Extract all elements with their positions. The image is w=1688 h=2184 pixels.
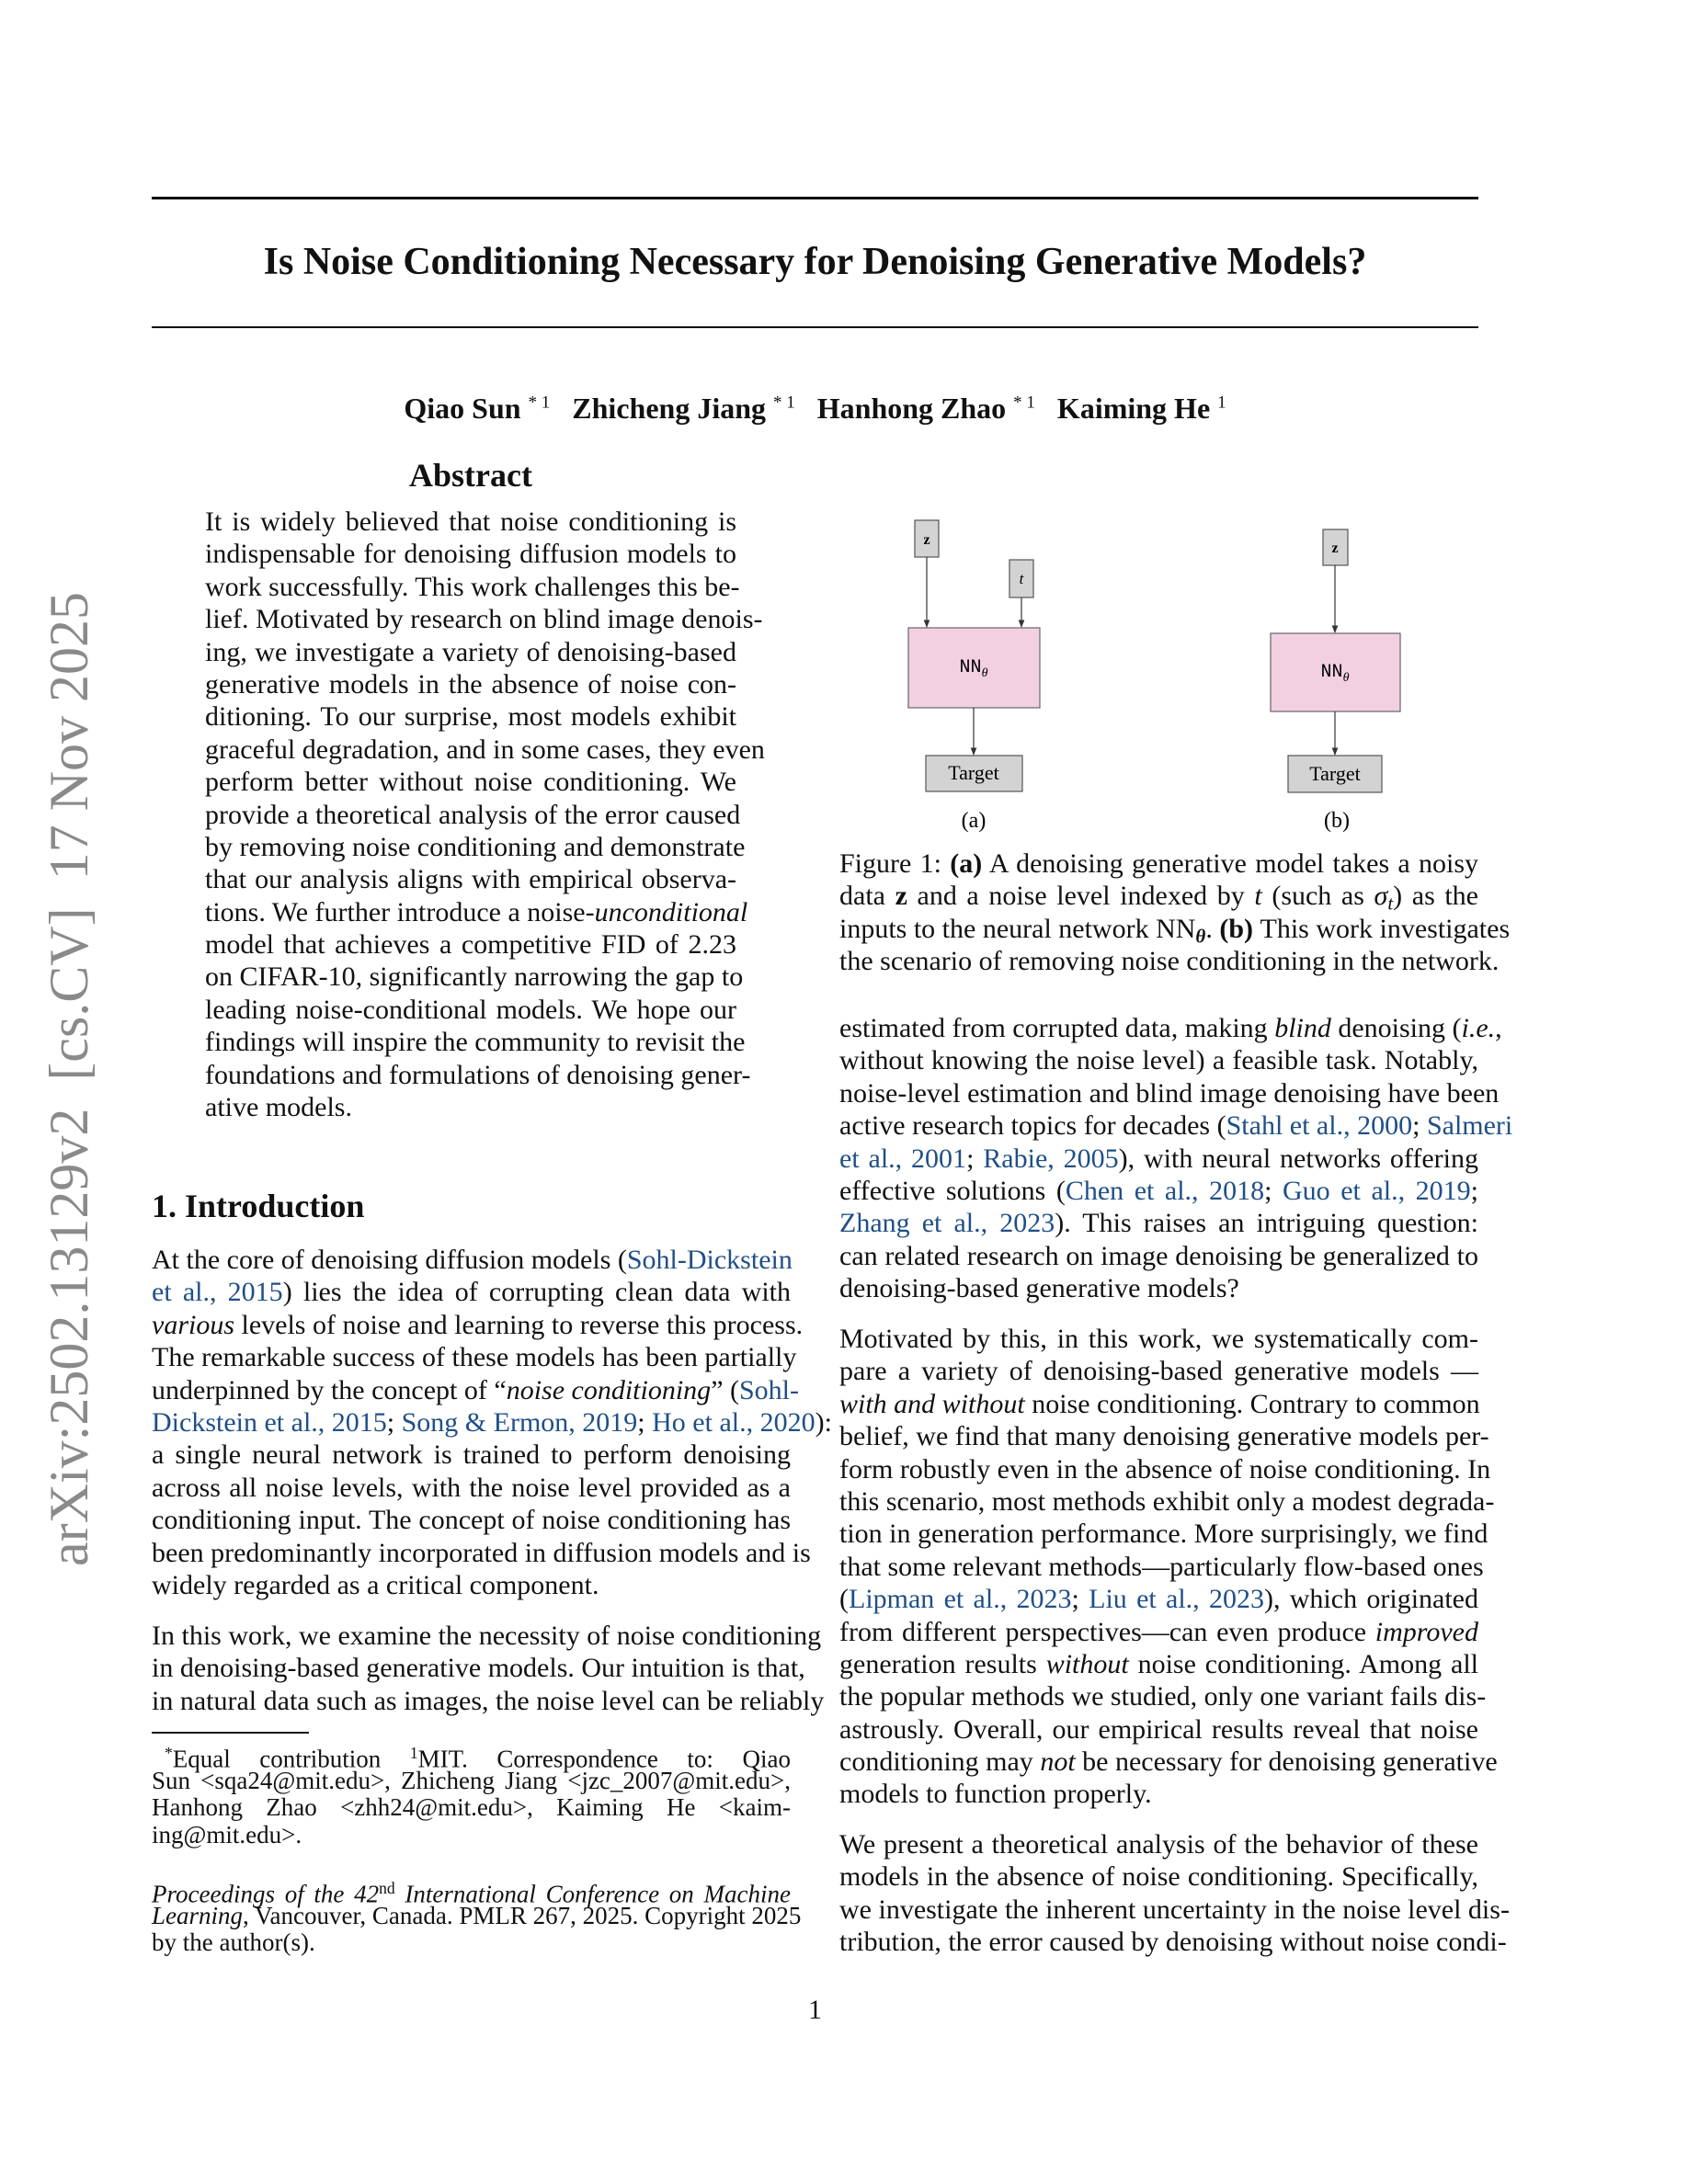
citation-link[interactable]: Ho et al., 2020 (652, 1406, 815, 1438)
author (817, 392, 1035, 425)
text-line (839, 1583, 1478, 1615)
text-run: International Conference on Machine (394, 1880, 791, 1908)
author-list (0, 384, 1630, 427)
text-run: findings will inspire the community to revisit the (205, 1027, 746, 1058)
text-line (152, 1569, 791, 1601)
citation-link[interactable]: Rabie, 2005 (983, 1143, 1119, 1174)
author (1057, 392, 1226, 425)
text-line (205, 1091, 736, 1123)
text-run: form robustly even in the absence of noise conditioning. In (839, 1453, 1491, 1484)
network-label: $NN_\theta$ (1320, 662, 1350, 685)
text-run: tion in generation performance. More surprisingly, we find (839, 1519, 1488, 1550)
author-affiliation-mark: * 1 (528, 392, 551, 412)
intro-paragraph-2 (152, 1620, 825, 1717)
text-run: perform better without noise conditioning. We (205, 767, 736, 798)
figure-1-caption (839, 847, 1511, 978)
citation-link[interactable]: Guo et al., 2019 (1283, 1175, 1471, 1206)
text-run: At the core of denoising diffusion models ( (152, 1245, 627, 1275)
text-run: noise conditioning. Among all (1128, 1648, 1479, 1679)
text-line (839, 1860, 1478, 1893)
text-run: tribution, the error caused by denoising without noise condi- (839, 1927, 1507, 1958)
author-name: Qiao Sun (404, 391, 521, 425)
author-name: Zhicheng Jiang (572, 391, 766, 425)
text-run: ( (839, 1584, 849, 1615)
text-run: generation results (839, 1648, 1046, 1679)
right-paragraph-1 (839, 1012, 1513, 1305)
text-line (152, 1537, 811, 1569)
text-line (839, 1012, 1502, 1044)
text-run: a single neural network is trained to perform denoising (152, 1439, 791, 1471)
text-run: across all noise levels, with the noise level provided as a (152, 1472, 791, 1503)
text-run: θ (1195, 925, 1206, 948)
text-line (152, 1768, 791, 1795)
text-run: widely regarded as a critical component. (152, 1569, 599, 1600)
text-run: noise-level estimation and blind image denoising have been (839, 1077, 1500, 1109)
text-run: , (1495, 1013, 1502, 1043)
text-run: can related research on image denoising be generalized to (839, 1240, 1478, 1271)
text-run: effective solutions ( (839, 1175, 1066, 1206)
text-line (839, 1894, 1510, 1926)
text-line (839, 1388, 1478, 1420)
text-run: (a) (950, 848, 983, 879)
target-label: Target (1309, 762, 1361, 785)
text-run: work successfully. This work challenges this be- (205, 571, 740, 602)
text-line (152, 1439, 791, 1471)
text-line (205, 994, 736, 1026)
text-run: It is widely believed that noise conditioning is (205, 506, 736, 537)
text-line (839, 880, 1478, 915)
citation-link[interactable]: Lipman et al., 2023 (849, 1584, 1072, 1615)
text-run: ; (1470, 1175, 1478, 1206)
text-run: ): (815, 1406, 832, 1438)
text-run: models in the absence of noise conditioning. Specifically, (839, 1861, 1478, 1893)
text-run: data (839, 881, 895, 912)
text-run: improved (1374, 1616, 1478, 1647)
text-line (152, 1794, 791, 1822)
text-line (205, 506, 736, 538)
text-line (839, 913, 1511, 948)
text-line (839, 1680, 1487, 1712)
text-run: from different perspectives—can even produce (839, 1616, 1375, 1647)
footnote (152, 1740, 791, 1848)
text-run: be necessary for denoising generative (1075, 1746, 1498, 1778)
text-line (152, 1822, 791, 1849)
text-run: We present a theoretical analysis of the behavior of these (839, 1829, 1478, 1860)
text-run: we investigate the inherent uncertainty in the noise level dis- (839, 1894, 1510, 1925)
text-line (839, 1828, 1478, 1860)
text-run: generative models in the absence of noise con- (205, 668, 736, 700)
citation-link[interactable]: Sohl- (739, 1374, 800, 1405)
text-run: denoising ( (1330, 1013, 1462, 1043)
text-line (152, 1620, 822, 1652)
text-run: ), which originated (1263, 1584, 1478, 1615)
text-run: the scenario of removing noise conditioning in the network. (839, 946, 1500, 977)
text-run: This work investigates (1253, 913, 1511, 944)
text-run: Proceedings of the 42 (152, 1880, 380, 1908)
figure-1-diagram (827, 496, 1489, 846)
text-run: the popular methods we studied, only one variant fails dis- (839, 1681, 1487, 1712)
citation-link[interactable]: Zhang et al., 2023 (839, 1208, 1055, 1239)
text-run: in denoising-based generative models. Our intuition is that, (152, 1653, 805, 1684)
text-run: i.e. (1461, 1013, 1496, 1043)
citation-link[interactable]: et al., 2015 (152, 1277, 283, 1308)
citation-link[interactable]: Dickstein et al., 2015 (152, 1406, 387, 1438)
text-run: Hanhong Zhao <zhh24@mit.edu>, Kaiming He <kaim- (152, 1793, 791, 1821)
network-label: $NN_\theta$ (959, 657, 988, 680)
text-line (205, 603, 763, 635)
text-line (152, 1740, 791, 1773)
text-run: belief, we find that many denoising generative models per- (839, 1421, 1489, 1452)
text-run: this scenario, most methods exhibit only a modest degrada- (839, 1485, 1495, 1517)
text-line (839, 1355, 1478, 1387)
text-line (152, 1244, 791, 1276)
text-line (839, 1746, 1498, 1778)
text-line (839, 1323, 1478, 1355)
text-run: z (895, 881, 907, 912)
text-run: conditioning input. The concept of noise conditioning has (152, 1505, 791, 1536)
text-line (839, 1648, 1478, 1680)
text-run: ; (637, 1406, 653, 1438)
text-line (839, 1077, 1500, 1109)
text-run: various (152, 1309, 234, 1340)
text-line (205, 636, 736, 668)
text-run: Figure 1: (839, 848, 951, 879)
text-run: ing@mit.edu>. (152, 1820, 302, 1848)
text-run: ; (1071, 1584, 1089, 1615)
text-line (152, 1652, 805, 1684)
author-affiliation-mark: * 1 (773, 392, 795, 412)
text-run: , Vancouver, Canada. PMLR 267, 2025. Copyright 2025 (243, 1901, 802, 1929)
text-run: indispensable for denoising diffusion models to (205, 539, 736, 570)
author (572, 392, 794, 425)
text-line (205, 961, 744, 993)
text-line (152, 1929, 791, 1957)
text-run: Learning (152, 1901, 244, 1929)
text-run: by removing noise conditioning and demonstrate (205, 831, 746, 862)
citation-link[interactable]: Song & Ermon, 2019 (401, 1406, 638, 1438)
citation-link[interactable]: Salmeri (1426, 1110, 1513, 1142)
text-run: in natural data such as images, the noise level can be reliably (152, 1685, 825, 1716)
input-label-t: t (1019, 570, 1024, 587)
text-line (152, 1685, 825, 1717)
text-run: noise conditioning. Contrary to common (1024, 1388, 1480, 1419)
text-run: t (1387, 892, 1394, 915)
text-run: graceful degradation, and in some cases, they even (205, 734, 765, 765)
text-line (839, 1713, 1478, 1746)
text-line (152, 1374, 800, 1406)
text-line (205, 734, 765, 766)
right-paragraph-3 (839, 1828, 1510, 1959)
text-run: ). This raises an intriguing question: (1055, 1208, 1478, 1239)
text-run: underpinned by the concept of “ (152, 1374, 507, 1405)
diagram-b (1271, 529, 1400, 833)
text-line (205, 700, 736, 733)
text-run: leading noise-conditional models. We hope our (205, 994, 736, 1025)
text-run: (b) (1219, 913, 1253, 944)
text-line (152, 1901, 802, 1930)
author (404, 392, 550, 425)
citation-link[interactable]: Chen et al., 2018 (1065, 1175, 1265, 1206)
text-run: ) lies the idea of corrupting clean data with (282, 1277, 791, 1308)
text-run: that some relevant methods—particularly flow-based ones (839, 1551, 1484, 1582)
text-line (839, 847, 1478, 880)
citation-link[interactable]: Stahl et al., 2000 (1226, 1110, 1413, 1142)
text-run: pare a variety of denoising-based generative models — (839, 1356, 1478, 1387)
text-run: inputs to the neural network NN (839, 913, 1196, 944)
paper-title: Is Noise Conditioning Necessary for Denoising Generative Models? (263, 241, 1367, 283)
text-line (839, 1420, 1489, 1452)
text-line (839, 1485, 1495, 1518)
citation-link[interactable]: Sohl-Dickstein (626, 1245, 793, 1275)
text-run: denoising-based generative models? (839, 1273, 1239, 1304)
text-run: In this work, we examine the necessity of noise conditioning (152, 1621, 822, 1651)
subfigure-label-b: (b) (1324, 809, 1350, 833)
text-run: MIT. Correspondence to: Qiao (417, 1745, 791, 1773)
text-run: ditioning. To our surprise, most models exhibit (205, 701, 736, 733)
text-line (839, 1044, 1478, 1076)
text-run: conditioning may (839, 1746, 1041, 1778)
text-run: A denoising generative model takes a noisy (982, 848, 1478, 879)
text-run: nd (379, 1879, 395, 1897)
text-run: levels of noise and learning to reverse this process. (234, 1309, 804, 1340)
citation-link[interactable]: et al., 2001 (839, 1143, 967, 1174)
text-run: ), with neural networks offering (1118, 1143, 1478, 1174)
text-line (152, 1341, 797, 1373)
text-line (205, 863, 736, 895)
text-run: tions. We further introduce a noise- (205, 896, 595, 927)
proceedings-note (152, 1875, 802, 1957)
text-run: ; (386, 1406, 402, 1438)
text-run: without knowing the noise level) a feasible task. Notably, (839, 1045, 1478, 1076)
subfigure-label-a: (a) (961, 809, 987, 833)
author-name: Kaiming He (1056, 391, 1211, 425)
text-line (205, 538, 736, 570)
text-run: Motivated by this, in this work, we systematically com- (839, 1324, 1478, 1354)
text-run: and a noise level indexed by (907, 881, 1255, 912)
footnote-rule (152, 1732, 309, 1734)
text-run: active research topics for decades ( (839, 1110, 1226, 1142)
text-run: ative models. (205, 1092, 352, 1123)
text-run: blind (1274, 1013, 1331, 1043)
intro-paragraph-1 (152, 1244, 832, 1601)
right-paragraph-2 (839, 1323, 1498, 1811)
title-top-rule (152, 197, 1478, 199)
input-label-z: z (1331, 540, 1339, 556)
text-run: ing, we investigate a variety of denoising-based (205, 636, 736, 667)
text-line (839, 1207, 1478, 1239)
text-line (839, 945, 1500, 977)
text-run: ” ( (711, 1374, 739, 1405)
text-line (839, 1778, 1478, 1810)
diagram-a (908, 520, 1040, 833)
text-run: without (1045, 1648, 1129, 1679)
text-run: estimated from corrupted data, making (839, 1013, 1275, 1043)
input-label-z: z (923, 532, 930, 548)
title-bottom-rule (152, 326, 1478, 328)
text-line (152, 1309, 804, 1341)
text-run: . (1205, 913, 1220, 944)
text-run: by the author(s). (152, 1928, 315, 1956)
text-run: noise conditioning (506, 1374, 712, 1405)
author-affiliation-mark: 1 (1217, 392, 1226, 412)
text-line (839, 1272, 1478, 1304)
text-run: (such as (1261, 881, 1374, 912)
text-run: σ (1374, 881, 1388, 912)
text-line (205, 571, 740, 603)
text-run: ; (966, 1143, 984, 1174)
text-run: The remarkable success of these models has been partially (152, 1342, 797, 1373)
text-line (152, 1276, 791, 1308)
text-run: ) as the (1393, 881, 1478, 912)
text-line (205, 1026, 746, 1058)
text-line (205, 831, 746, 863)
text-run: on CIFAR-10, significantly narrowing the gap to (205, 961, 744, 993)
text-run: ; (1412, 1110, 1427, 1142)
text-line (205, 668, 736, 700)
text-line (205, 766, 736, 798)
text-line (152, 1504, 791, 1536)
text-run: 1 (409, 1744, 418, 1762)
text-run: Equal contribution (172, 1745, 410, 1773)
text-line (839, 1175, 1478, 1207)
text-run: t (1254, 881, 1262, 912)
text-line (839, 1143, 1478, 1175)
text-run: with and without (839, 1388, 1025, 1419)
target-label: Target (948, 761, 999, 784)
text-line (839, 1109, 1513, 1142)
text-line (839, 1518, 1488, 1550)
text-run: Sun <sqa24@mit.edu>, Zhicheng Jiang <jzc_2007@mit.edu>, (152, 1766, 791, 1794)
abstract-body (205, 506, 765, 1123)
text-run: been predominantly incorporated in diffusion models and is (152, 1537, 811, 1568)
text-run: model that achieves a competitive FID of 2.23 (205, 929, 736, 961)
author-affiliation-mark: * 1 (1013, 392, 1035, 412)
text-run: * (165, 1744, 173, 1762)
text-line (205, 896, 748, 928)
text-run: models to function properly. (839, 1779, 1152, 1810)
text-line (839, 1453, 1491, 1485)
text-run: lief. Motivated by research on blind image denois- (205, 604, 763, 635)
citation-link[interactable]: Liu et al., 2023 (1089, 1584, 1264, 1615)
text-run: provide a theoretical analysis of the error caused (205, 799, 741, 830)
text-line (205, 1059, 751, 1091)
page-number: 1 (808, 1995, 822, 2025)
text-line (152, 1406, 832, 1439)
text-line (205, 928, 736, 961)
arxiv-watermark: arXiv:2502.13129v2 [cs.CV] 17 Nov 2025 (39, 592, 99, 1566)
text-line (839, 1616, 1478, 1648)
text-line (839, 1926, 1507, 1958)
text-line (205, 799, 741, 831)
section-heading-introduction: 1. Introduction (152, 1188, 365, 1224)
text-run: that our analysis aligns with empirical observa- (205, 864, 736, 895)
text-run: foundations and formulations of denoising gener- (205, 1059, 751, 1090)
text-line (839, 1240, 1478, 1272)
text-line (839, 1551, 1484, 1583)
author-name: Hanhong Zhao (816, 391, 1007, 425)
text-run: not (1040, 1746, 1076, 1778)
text-run: astrously. Overall, our empirical results reveal that noise (839, 1713, 1478, 1745)
text-line (152, 1875, 791, 1908)
abstract-heading: Abstract (409, 457, 532, 494)
text-run: ; (1264, 1175, 1283, 1206)
text-run: unconditional (594, 896, 748, 927)
text-line (152, 1472, 791, 1504)
